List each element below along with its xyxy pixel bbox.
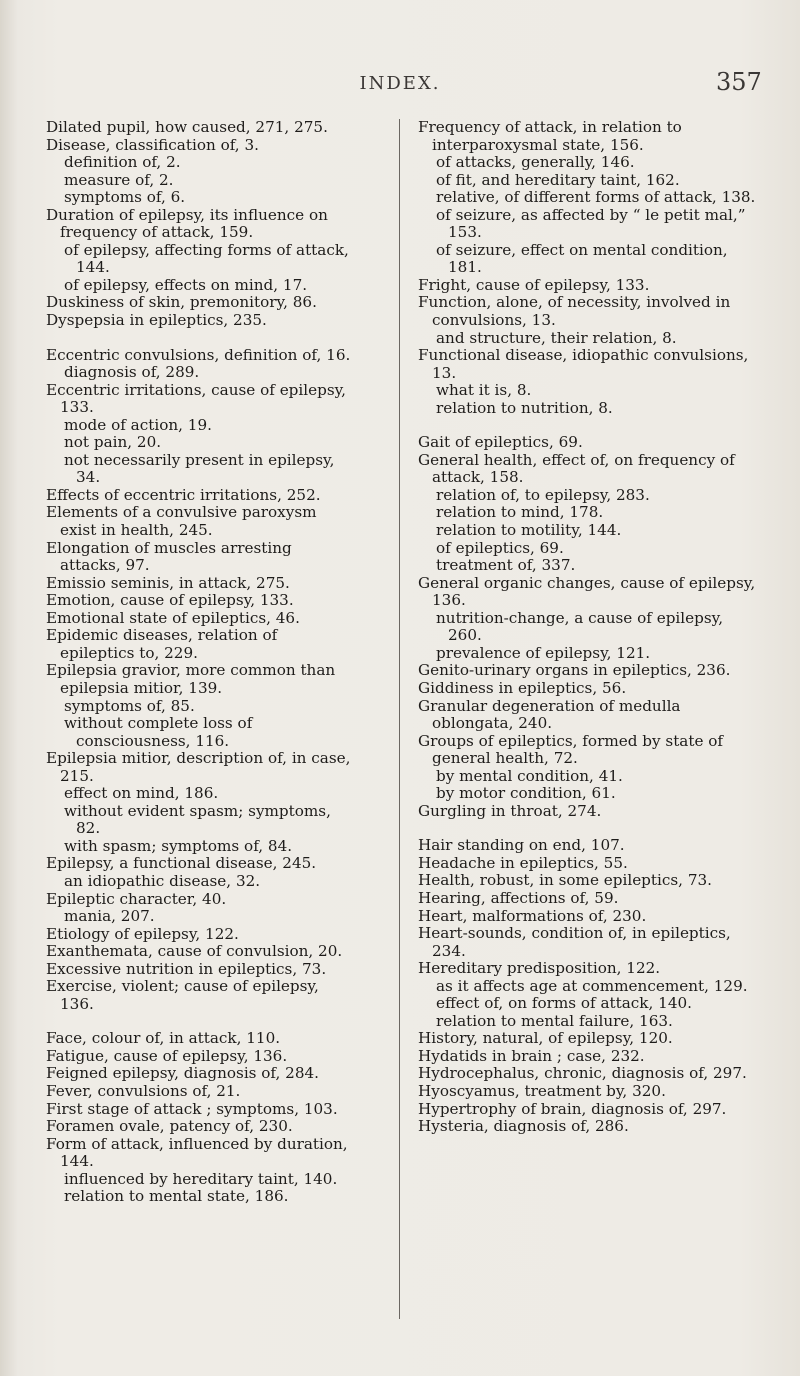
index-subentry: and structure, their relation, 8. xyxy=(436,328,677,347)
index-entry: Functional disease, idiopathic convulsions, 13. xyxy=(418,346,749,382)
index-entry: First stage of attack ; symptoms, 103. xyxy=(46,1099,338,1118)
index-subentry: influenced by hereditary taint, 140. xyxy=(64,1169,338,1188)
index-subentry: symptoms of, 6. xyxy=(64,188,186,207)
index-subentry: as it affects age at commencement, 129. xyxy=(436,976,748,995)
index-entry: Heart, malformations of, 230. xyxy=(418,906,647,925)
letter-section-gap xyxy=(46,330,356,347)
index-entry: Emotional state of epileptics, 46. xyxy=(46,608,300,627)
index-column-right xyxy=(418,119,760,1136)
letter-section-gap xyxy=(418,417,760,434)
index-subentry: prevalence of epilepsy, 121. xyxy=(436,643,651,662)
index-entry: Hydrocephalus, chronic, diagnosis of, 297. xyxy=(418,1064,747,1083)
index-subentry: definition of, 2. xyxy=(64,153,181,172)
index-entry: Fright, cause of epilepsy, 133. xyxy=(418,275,650,294)
index-subentry: relation to mind, 178. xyxy=(436,503,604,522)
index-subentry: relation to mental failure, 163. xyxy=(436,1011,673,1030)
index-entry: Disease, classification of, 3. xyxy=(46,135,259,154)
index-subentry: effect on mind, 186. xyxy=(64,784,219,803)
index-entry: General health, effect of, on frequency of attack, 158. xyxy=(418,450,735,487)
index-subentry: without evident spasm; symptoms, 82. xyxy=(64,801,331,838)
index-subentry: relation to mental state, 186. xyxy=(64,1187,289,1206)
index-subentry: relation to nutrition, 8. xyxy=(436,398,613,417)
index-subentry: symptoms of, 85. xyxy=(64,696,195,715)
index-entry: Giddiness in epileptics, 56. xyxy=(418,678,627,697)
index-entry: Dyspepsia in epileptics, 235. xyxy=(46,311,267,330)
index-subentry: of fit, and hereditary taint, 162. xyxy=(436,170,680,189)
index-subentry: of seizure, effect on mental condition, 181. xyxy=(436,240,728,277)
index-entry: Hereditary predisposition, 122. xyxy=(418,959,661,978)
index-entry: Hyoscyamus, treatment by, 320. xyxy=(418,1081,666,1100)
index-entry: Epilepsy, a functional disease, 245. xyxy=(46,854,317,873)
index-subentry: by motor condition, 61. xyxy=(436,784,616,803)
index-subentry: with spasm; symptoms of, 84. xyxy=(64,836,293,855)
index-subentry: of epileptics, 69. xyxy=(436,538,564,557)
index-entry: Hypertrophy of brain, diagnosis of, 297. xyxy=(418,1099,727,1118)
index-subentry: of attacks, generally, 146. xyxy=(436,153,635,172)
index-entry: Excessive nutrition in epileptics, 73. xyxy=(46,959,327,978)
index-entry: Foramen ovale, patency of, 230. xyxy=(46,1117,293,1136)
index-entry: Epilepsia gravior, more common than epilepsia mitior, 139. xyxy=(46,661,336,697)
index-entry: Epidemic diseases, relation of epileptics to, 229. xyxy=(46,626,278,662)
index-entry: Emissio seminis, in attack, 275. xyxy=(46,573,290,592)
index-entry: Health, robust, in some epileptics, 73. xyxy=(418,871,712,890)
index-entry: Groups of epileptics, formed by state of general health, 72. xyxy=(418,731,724,768)
index-column-left xyxy=(46,119,356,1206)
index-entry: Gurgling in throat, 274. xyxy=(418,801,602,820)
index-entry: Feigned epilepsy, diagnosis of, 284. xyxy=(46,1064,319,1083)
index-entry: Headache in epileptics, 55. xyxy=(418,853,628,872)
letter-section-gap xyxy=(418,820,760,837)
index-entry: Hysteria, diagnosis of, 286. xyxy=(418,1117,629,1136)
column-divider xyxy=(399,119,400,1319)
index-entry: Hearing, affections of, 59. xyxy=(418,888,619,907)
index-subentry: of epilepsy, affecting forms of attack, 144. xyxy=(64,240,349,277)
index-entry: Eccentric convulsions, definition of, 16. xyxy=(46,345,351,364)
index-entry: Dilated pupil, how caused, 271, 275. xyxy=(46,118,328,136)
page-number: 357 xyxy=(716,68,762,96)
index-entry: Fatigue, cause of epilepsy, 136. xyxy=(46,1046,288,1065)
index-entry: Heart-sounds, condition of, in epileptics, 234. xyxy=(418,924,731,960)
index-subentry: mode of action, 19. xyxy=(64,415,212,434)
index-entry: Eccentric irritations, cause of epilepsy, 133. xyxy=(46,380,347,417)
index-subentry: what it is, 8. xyxy=(436,381,532,400)
index-entry: Fever, convulsions of, 21. xyxy=(46,1081,241,1100)
index-entry: Genito-urinary organs in epileptics, 236. xyxy=(418,661,731,680)
index-entry: Hydatids in brain ; case, 232. xyxy=(418,1046,645,1065)
index-subentry: effect of, on forms of attack, 140. xyxy=(436,994,692,1013)
index-entry: Exercise, violent; cause of epilepsy, 136. xyxy=(46,977,319,1013)
index-subentry: treatment of, 337. xyxy=(436,556,576,575)
index-subentry: diagnosis of, 289. xyxy=(64,363,200,382)
index-entry: Etiology of epilepsy, 122. xyxy=(46,924,239,943)
index-subentry: relation to motility, 144. xyxy=(436,521,622,540)
index-entry: Face, colour of, in attack, 110. xyxy=(46,1029,281,1048)
index-subentry: an idiopathic disease, 32. xyxy=(64,871,261,890)
index-entry: Function, alone, of necessity, involved in convulsions, 13. xyxy=(418,293,731,330)
index-entry: Gait of epileptics, 69. xyxy=(418,433,583,452)
index-entry: Duration of epilepsy, its influence on frequency of attack, 159. xyxy=(46,205,328,242)
index-subentry: by mental condition, 41. xyxy=(436,766,623,785)
index-subentry: without complete loss of consciousness, 116. xyxy=(64,714,253,750)
letter-section-gap xyxy=(46,1013,356,1030)
index-subentry: not necessarily present in epilepsy, 34. xyxy=(64,450,335,487)
index-subentry: not pain, 20. xyxy=(64,433,162,452)
index-entry: General organic changes, cause of epilepsy, 136. xyxy=(418,573,756,610)
index-subentry: mania, 207. xyxy=(64,907,155,926)
index-entry: Emotion, cause of epilepsy, 133. xyxy=(46,591,294,610)
index-entry: Form of attack, influenced by duration, 144. xyxy=(46,1134,348,1171)
index-entry: Duskiness of skin, premonitory, 86. xyxy=(46,293,317,312)
index-subentry: relative, of different forms of attack, 138. xyxy=(436,188,756,207)
index-entry: Hair standing on end, 107. xyxy=(418,836,625,855)
index-entry: Exanthemata, cause of convulsion, 20. xyxy=(46,942,343,961)
index-entry: Effects of eccentric irritations, 252. xyxy=(46,485,321,504)
index-entry: Epileptic character, 40. xyxy=(46,889,227,908)
index-subentry: of epilepsy, effects on mind, 17. xyxy=(64,275,308,294)
index-entry: Granular degeneration of medulla oblongata, 240. xyxy=(418,696,681,733)
index-entry: History, natural, of epilepsy, 120. xyxy=(418,1029,673,1048)
index-subentry: nutrition-change, a cause of epilepsy, 260. xyxy=(436,608,724,645)
index-subentry: of seizure, as affected by “ le petit mal,” 153. xyxy=(436,205,746,242)
index-entry: Epilepsia mitior, description of, in case, 215. xyxy=(46,749,351,785)
index-entry: Elongation of muscles arresting attacks, 97. xyxy=(46,538,292,575)
index-entry: Elements of a convulsive paroxysm exist in health, 245. xyxy=(46,503,317,540)
running-header: INDEX. xyxy=(359,73,441,94)
index-subentry: relation of, to epilepsy, 283. xyxy=(436,485,650,504)
index-subentry: measure of, 2. xyxy=(64,170,174,189)
index-entry: Frequency of attack, in relation to interparoxysmal state, 156. xyxy=(418,118,682,154)
